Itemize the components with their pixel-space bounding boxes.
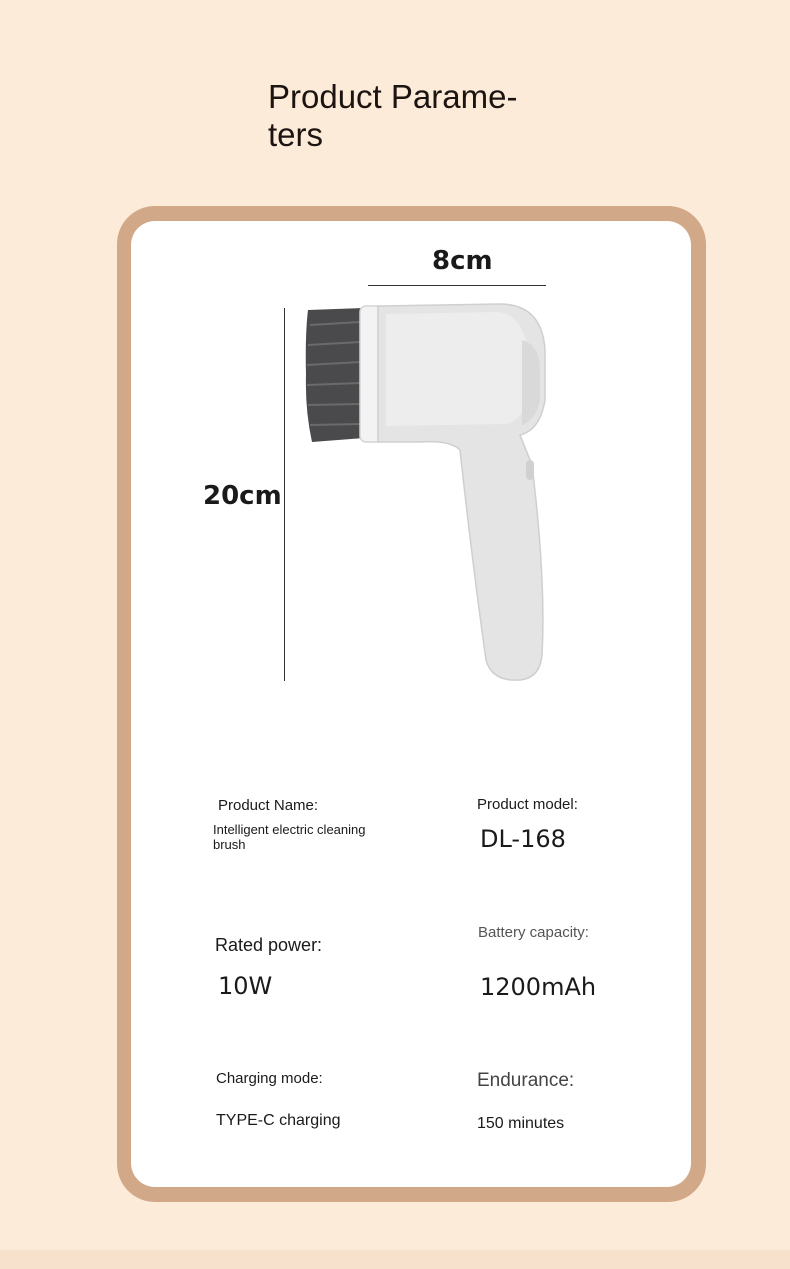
product-name-value (213, 822, 365, 852)
charging-mode-label: Charging mode: (216, 1070, 323, 1087)
rated-power-value: 10W (218, 972, 273, 1000)
battery-capacity-label: Battery capacity: (478, 924, 589, 941)
bottom-band (0, 1250, 790, 1269)
rated-power-label: Rated power: (215, 935, 323, 955)
height-dimension-label: 20cm (203, 481, 282, 511)
page-title (268, 78, 517, 154)
cleaning-brush-icon (300, 300, 550, 690)
product-model-label: Product model: (477, 796, 578, 813)
battery-capacity-value: 1200mAh (480, 973, 597, 1001)
width-dimension-line (368, 285, 546, 286)
endurance-value: 150 minutes (477, 1115, 565, 1132)
body-highlight (386, 312, 528, 426)
width-dimension-label: 8cm (432, 246, 493, 276)
power-button (526, 460, 534, 480)
height-dimension-line (284, 308, 285, 681)
product-name-label: Product Name: (218, 797, 319, 814)
product-model-value: DL-168 (480, 825, 566, 853)
product-name-line-1: Intelligent electric cleaning (213, 822, 366, 837)
title-line-1: Product Parame- (268, 78, 518, 115)
product-name-line-2: brush (213, 837, 246, 852)
bristles (306, 308, 364, 442)
endurance-label: Endurance: (477, 1070, 575, 1091)
charging-mode-value: TYPE-C charging (216, 1112, 341, 1129)
title-line-2: ters (268, 116, 324, 153)
